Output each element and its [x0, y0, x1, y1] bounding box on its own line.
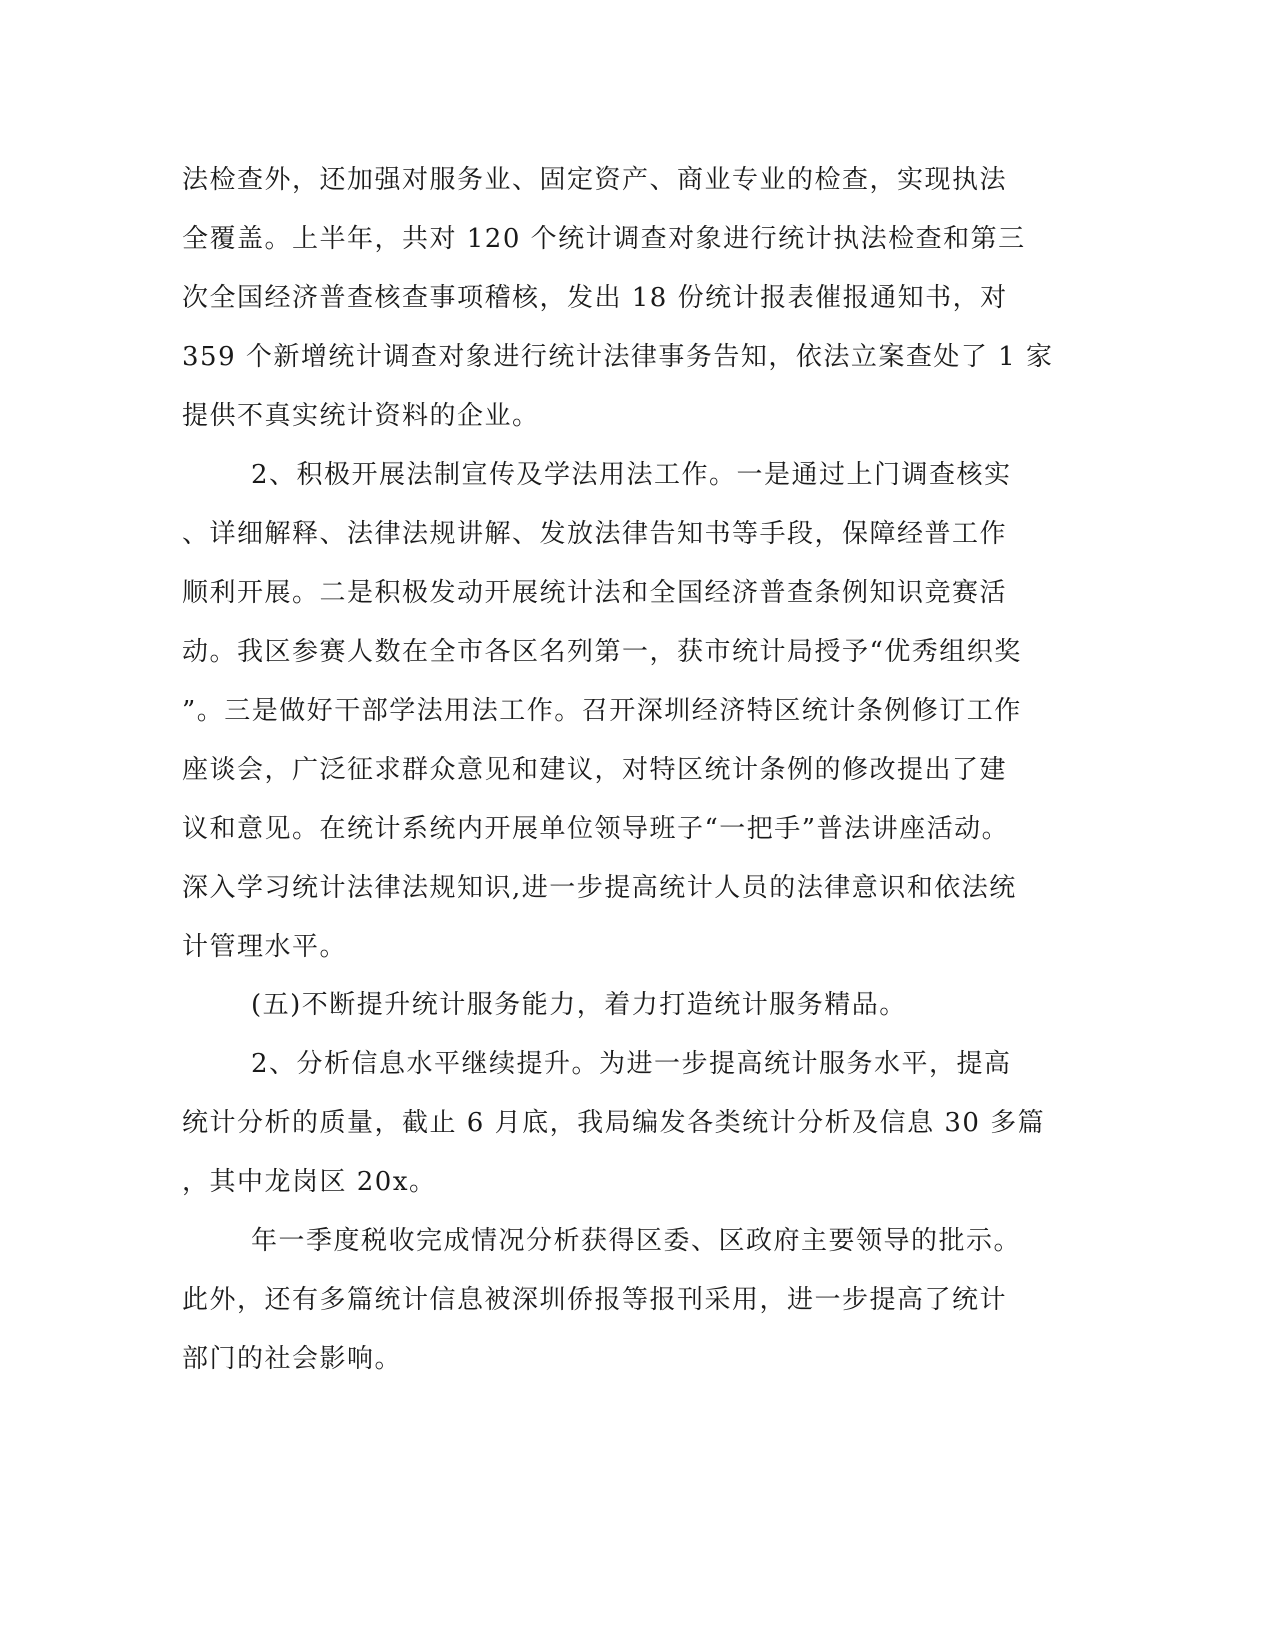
text-line: 深入学习统计法律法规知识,进一步提高统计人员的法律意识和依法统 — [182, 873, 1017, 903]
text-line: 全覆盖。上半年，共对 120 个统计调查对象进行统计执法检查和第三 — [182, 224, 1026, 254]
text-line: 、详细解释、法律法规讲解、发放法律告知书等手段，保障经普工作 — [182, 519, 1008, 549]
text-line: 次全国经济普查核查事项稽核，发出 18 份统计报表催报通知书，对 — [182, 283, 1008, 313]
text-line: 359 个新增统计调查对象进行统计法律事务告知，依法立案查处了 1 家 — [182, 342, 1054, 372]
text-line: 2、分析信息水平继续提升。为进一步提高统计服务水平，提高 — [251, 1049, 1012, 1079]
text-line: 顺利开展。二是积极发动开展统计法和全国经济普查条例知识竞赛活 — [182, 578, 1008, 608]
text-line: 座谈会，广泛征求群众意见和建议，对特区统计条例的修改提出了建 — [182, 755, 1008, 785]
text-line: ，其中龙岗区 20x。 — [182, 1167, 437, 1197]
text-line: 此外，还有多篇统计信息被深圳侨报等报刊采用，进一步提高了统计 — [182, 1285, 1008, 1315]
text-line: ”。三是做好干部学法用法工作。召开深圳经济特区统计条例修订工作 — [182, 696, 1022, 726]
section-heading: (五)不断提升统计服务能力，着力打造统计服务精品。 — [251, 990, 907, 1020]
text-line: 2、积极开展法制宣传及学法用法工作。一是通过上门调查核实 — [251, 460, 1012, 490]
text-line: 法检查外，还加强对服务业、固定资产、商业专业的检查，实现执法 — [182, 165, 1008, 195]
text-line: 计管理水平。 — [182, 932, 348, 962]
text-line: 动。我区参赛人数在全市各区名列第一，获市统计局授予“优秀组织奖 — [182, 637, 1022, 667]
text-line: 提供不真实统计资料的企业。 — [182, 401, 540, 431]
text-line: 部门的社会影响。 — [182, 1344, 403, 1374]
text-line: 议和意见。在统计系统内开展单位领导班子“一把手”普法讲座活动。 — [182, 814, 1010, 844]
text-line: 年一季度税收完成情况分析获得区委、区政府主要领导的批示。 — [251, 1226, 1022, 1256]
text-line: 统计分析的质量，截止 6 月底，我局编发各类统计分析及信息 30 多篇 — [182, 1108, 1046, 1138]
